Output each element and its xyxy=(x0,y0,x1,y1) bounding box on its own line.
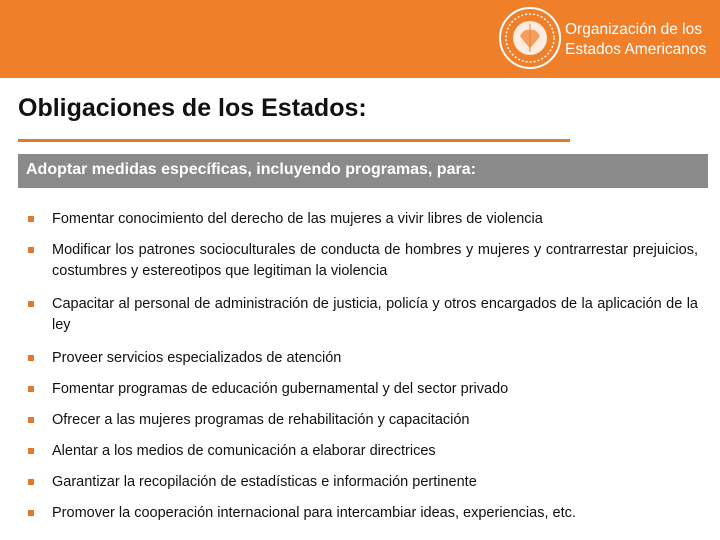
list-item xyxy=(28,348,698,369)
list-item xyxy=(28,294,698,336)
bullet-square-icon xyxy=(28,355,34,361)
list-item xyxy=(28,472,698,493)
title-underline xyxy=(18,139,570,142)
subtitle-text: Adoptar medidas específicas, incluyendo programas, para: xyxy=(26,161,476,178)
list-item-text: Ofrecer a las mujeres programas de rehabilitación y capacitación xyxy=(52,412,470,428)
bullet-square-icon xyxy=(28,216,34,222)
list-item-text: Proveer servicios especializados de atención xyxy=(52,350,342,366)
list-item-text: Modificar los patrones socioculturales de conducta de hombres y mujeres y contrarrestar prejuicios, costumbres y estereotipos que legitiman la violencia xyxy=(52,242,698,279)
list-item xyxy=(28,209,698,230)
bullet-square-icon xyxy=(28,448,34,454)
oas-seal-icon xyxy=(498,6,562,70)
bullet-square-icon xyxy=(28,301,34,307)
subtitle-bar xyxy=(18,154,708,188)
list-item-text: Capacitar al personal de administración de justicia, policía y otros encargados de la aplicación de la ley xyxy=(52,296,698,333)
bullet-square-icon xyxy=(28,479,34,485)
list-item xyxy=(28,441,698,462)
list-item-text: Alentar a los medios de comunicación a elaborar directrices xyxy=(52,443,436,459)
organization-name-line2: Estados Americanos xyxy=(565,41,707,58)
list-item xyxy=(28,410,698,431)
list-item-text: Garantizar la recopilación de estadísticas e información pertinente xyxy=(52,474,477,490)
slide-title: Obligaciones de los Estados: xyxy=(18,94,367,122)
list-item xyxy=(28,379,698,400)
list-item-text: Promover la cooperación internacional para intercambiar ideas, experiencias, etc. xyxy=(52,505,576,521)
header-banner xyxy=(0,0,720,78)
list-item-text: Fomentar conocimiento del derecho de las mujeres a vivir libres de violencia xyxy=(52,211,543,227)
organization-name-line1: Organización de los xyxy=(565,21,702,38)
bullet-square-icon xyxy=(28,417,34,423)
list-item xyxy=(28,240,698,282)
bullet-square-icon xyxy=(28,510,34,516)
bullet-square-icon xyxy=(28,247,34,253)
bullet-square-icon xyxy=(28,386,34,392)
obligations-list xyxy=(28,209,698,534)
organization-name xyxy=(565,20,706,60)
list-item xyxy=(28,503,698,524)
list-item-text: Fomentar programas de educación gubernamental y del sector privado xyxy=(52,381,509,397)
